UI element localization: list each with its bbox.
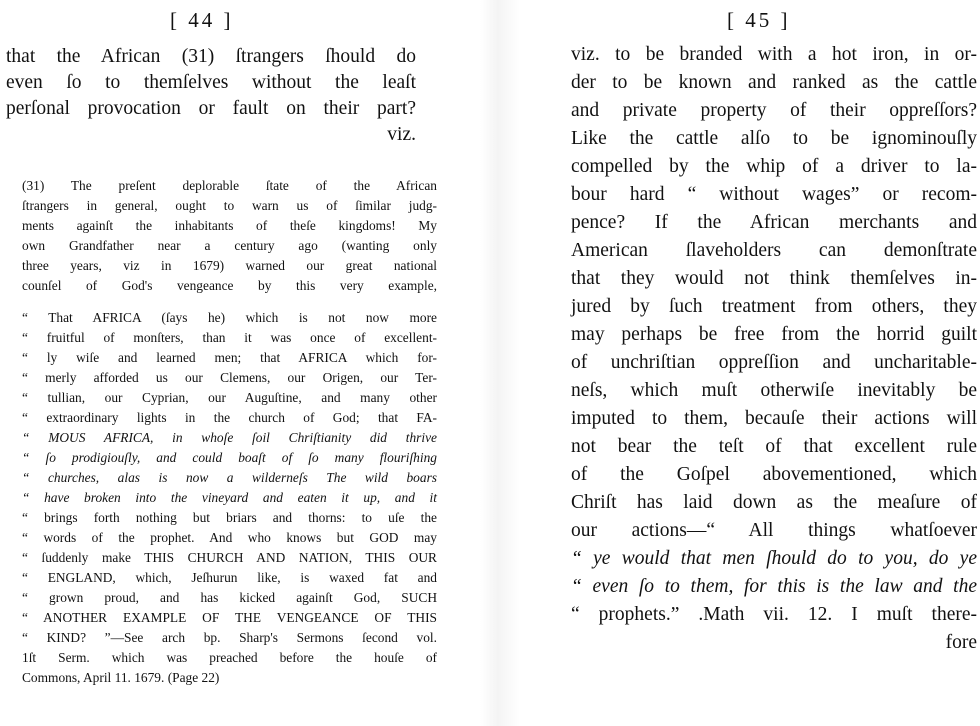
quote-line: “ ſo prodigiouſly, and could boaſt of ſo many flouriſhing	[22, 450, 437, 465]
body-line: jured by ſuch treatment from others, they	[571, 296, 977, 317]
body-line: bour hard “ without wages” or recom-	[571, 184, 977, 205]
quote-line: “ fruitful of monſters, than it was once of excellent-	[22, 330, 437, 345]
quote-line: “ brings forth nothing but briars and thorns: to uſe the	[22, 510, 437, 525]
quote-line: “ That AFRICA (ſays he) which is not now more	[22, 310, 437, 325]
body-line: Chriſt has laid down as the meaſure of	[571, 492, 977, 513]
body-line: American ſlaveholders can demonſtrate	[571, 240, 977, 261]
body-line: of unchriſtian oppreſſion and uncharitable-	[571, 352, 977, 373]
quote-line: “ merly afforded us our Clemens, our Origen, our Ter-	[22, 370, 437, 385]
body-line: Like the cattle alſo to be ignominouſly	[571, 128, 977, 149]
quote-line: “ have broken into the vineyard and eaten it up, and it	[22, 490, 437, 505]
body-line: “ ye would that men ſhould do to you, do ye	[571, 548, 977, 569]
body-line: viz.	[387, 124, 416, 145]
page-number-left: [ 44 ]	[170, 8, 234, 32]
quote-line: “ grown proud, and has kicked againſt God, SUCH	[22, 590, 437, 605]
quote-line: “ MOUS AFRICA, in whoſe ſoil Chriſtianity did thrive	[22, 430, 437, 445]
footnote-line: (31) The preſent deplorable ſtate of the African	[22, 178, 437, 193]
footnote-line: Commons, April 11. 1679. (Page 22)	[22, 670, 220, 685]
body-line: our actions—“ All things whatſoever	[571, 520, 977, 541]
footnote-line: three years, viz in 1679) warned our great national	[22, 258, 437, 273]
footnote-line: own Grandfather near a century ago (wanting only	[22, 238, 437, 253]
body-line: der to be known and ranked as the cattle	[571, 72, 977, 93]
body-line: viz. to be branded with a hot iron, in or-	[571, 44, 977, 65]
body-line: “ prophets.” .Math vii. 12. I muſt there-	[571, 604, 977, 625]
body-line: not bear the teſt of that excellent rule	[571, 436, 977, 457]
body-line: fore	[945, 632, 977, 653]
body-line: perſonal provocation or fault on their part?	[6, 98, 416, 119]
footnote-line: ments againſt the inhabitants of theſe kingdoms! My	[22, 218, 437, 233]
right-page	[535, 0, 980, 726]
left-page	[0, 0, 450, 726]
quote-line: “ ſuddenly make THIS CHURCH AND NATION, THIS OUR	[22, 550, 437, 565]
footnote-line: 1ſt Serm. which was preached before the houſe of	[22, 650, 437, 665]
quote-line: “ churches, alas is now a wilderneſs The wild boars	[22, 470, 437, 485]
quote-line: “ ANOTHER EXAMPLE OF THE VENGEANCE OF THIS	[22, 610, 437, 625]
quote-line: “ KIND? ”—See arch bp. Sharp's Sermons ſecond vol.	[22, 630, 437, 645]
body-line: pence? If the African merchants and	[571, 212, 977, 233]
body-line: “ even ſo to them, for this is the law and the	[571, 576, 977, 597]
body-line: compelled by the whip of a driver to la-	[571, 156, 977, 177]
body-line: even ſo to themſelves without the leaſt	[6, 72, 416, 93]
body-line: imputed to them, becauſe their actions will	[571, 408, 977, 429]
quote-line: “ words of the prophet. And who knows but GOD may	[22, 530, 437, 545]
quote-line: “ tullian, our Cyprian, our Auguſtine, and many other	[22, 390, 437, 405]
book-gutter	[480, 0, 520, 726]
quote-line: “ ENGLAND, which, Jeſhurun like, is waxed fat and	[22, 570, 437, 585]
quote-line: “ extraordinary lights in the church of God; that FA-	[22, 410, 437, 425]
footnote-line: ſtrangers in general, ought to warn us of ſimilar judg-	[22, 198, 437, 213]
page-number-right: [ 45 ]	[727, 8, 791, 32]
body-line: neſs, which muſt otherwiſe inevitably be	[571, 380, 977, 401]
footnote-line: counſel of God's vengeance by this very example,	[22, 278, 437, 293]
body-line: may perhaps be free from the horrid guilt	[571, 324, 977, 345]
body-line: that they would not think themſelves in-	[571, 268, 977, 289]
body-line: of the Goſpel abovementioned, which	[571, 464, 977, 485]
quote-line: “ ly wiſe and learned men; that AFRICA which for-	[22, 350, 437, 365]
body-line: and private property of their oppreſſors?	[571, 100, 977, 121]
body-line: that the African (31) ſtrangers ſhould do	[6, 46, 416, 67]
